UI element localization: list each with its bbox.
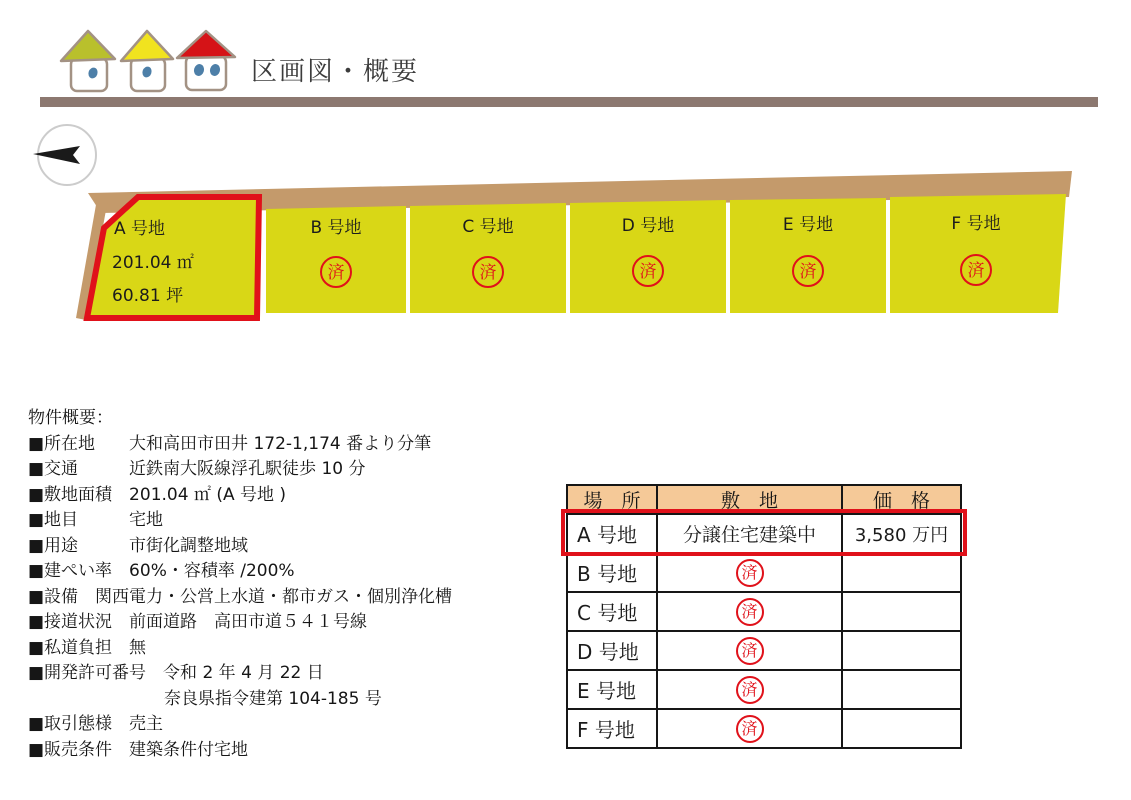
overview-line: ■販売条件 建築条件付宅地 — [28, 739, 249, 760]
overview-line: ■地目 宅地 — [28, 510, 164, 530]
plot-E-label: E 号地 — [782, 215, 834, 235]
header-location: 場 所 — [583, 490, 641, 512]
overview-line: ■所在地 大和高田市田井 172-1,174 番より分筆 — [28, 433, 432, 454]
table-row-B — [568, 552, 960, 591]
row-D-price — [843, 632, 960, 669]
row-C-location: C 号地 — [577, 601, 638, 625]
row-D-location: D 号地 — [577, 640, 639, 664]
table-row-F — [568, 708, 960, 747]
plot-A-area-m2: 201.04 ㎡ — [112, 253, 194, 273]
property-overview — [28, 406, 452, 763]
row-B-sold-stamp: 済 — [736, 559, 764, 587]
svg-text:済: 済 — [967, 261, 985, 281]
plot-B-label: B 号地 — [310, 218, 362, 238]
plot-A-label: A 号地 — [114, 219, 166, 239]
row-E-price — [843, 671, 960, 708]
row-B-price — [843, 554, 960, 591]
overview-line: 奈良県指令建第 104-185 号 — [28, 688, 382, 709]
overview-line: ■用途 市街化調整地域 — [28, 535, 249, 556]
overview-line: ■敷地面積 201.04 ㎡ (A 号地 ) — [28, 484, 287, 505]
svg-text:済: 済 — [799, 262, 817, 282]
plot-F-label: F 号地 — [951, 214, 1001, 234]
row-F-price — [843, 710, 960, 747]
header-price: 価 格 — [872, 490, 930, 512]
overview-line: ■開発許可番号 令和 2 年 4 月 22 日 — [28, 663, 324, 683]
row-F-sold-stamp: 済 — [736, 715, 764, 743]
row-A-site: 分譲住宅建築中 — [656, 515, 843, 552]
table-row-C — [568, 591, 960, 630]
page-title: 区画図・概要 — [251, 57, 420, 87]
overview-line: ■建ぺい率 60%・容積率 /200% — [28, 561, 295, 581]
row-A-price: 3,580 万円 — [854, 524, 949, 546]
row-B-location: B 号地 — [577, 562, 638, 586]
price-table-header-row — [568, 486, 960, 513]
overview-line: ■交通 近鉄南大阪線浮孔駅徒歩 10 分 — [28, 459, 366, 479]
svg-text:済: 済 — [327, 263, 345, 283]
table-row-D — [568, 630, 960, 669]
row-E-location: E 号地 — [577, 679, 636, 703]
header-site: 敷 地 — [656, 486, 843, 513]
plot-D-label: D 号地 — [621, 216, 675, 236]
row-F-location: F 号地 — [577, 718, 635, 742]
svg-text:済: 済 — [479, 263, 497, 283]
row-D-sold-stamp: 済 — [736, 637, 764, 665]
row-C-sold-stamp: 済 — [736, 598, 764, 626]
plot-F — [890, 194, 1066, 313]
compass-icon — [33, 125, 96, 185]
overview-line: ■接道状況 前面道路 高田市道５４１号線 — [28, 612, 368, 632]
svg-text:済: 済 — [639, 262, 657, 282]
row-E-sold-stamp: 済 — [736, 676, 764, 704]
table-row-E — [568, 669, 960, 708]
table-row-A — [568, 513, 960, 552]
plot-C-label: C 号地 — [462, 217, 514, 237]
overview-line: ■取引態様 売主 — [28, 714, 164, 734]
plot-A-area-tsubo: 60.81 坪 — [112, 286, 184, 306]
row-C-price — [843, 593, 960, 630]
overview-line: ■私道負担 無 — [28, 637, 147, 658]
row-A-location: A 号地 — [577, 523, 638, 547]
price-table — [566, 484, 962, 749]
overview-line: ■設備 関西電力・公営上水道・都市ガス・個別浄化槽 — [28, 586, 453, 607]
overview-heading: 物件概要： — [28, 408, 113, 428]
